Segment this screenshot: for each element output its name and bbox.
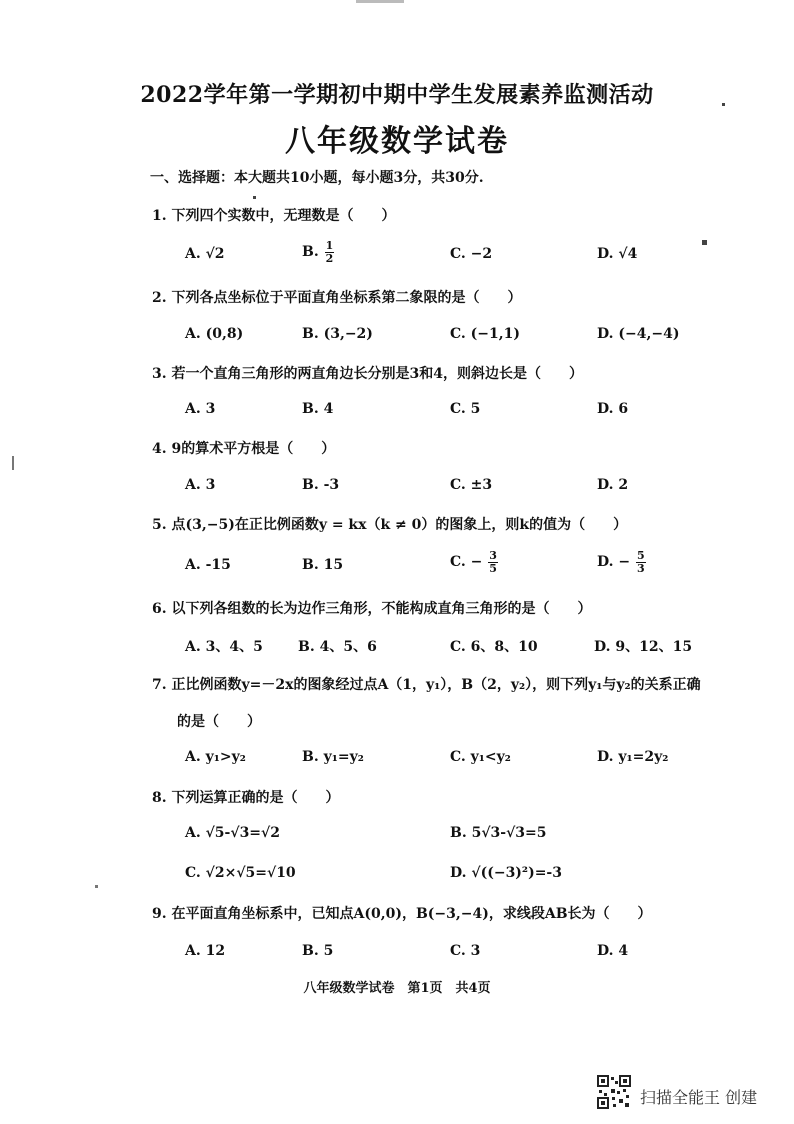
q5-option-d [597,550,647,574]
q2-option-c: C. (−1,1) [450,326,520,342]
q2-option-b: B. (3,−2) [302,326,373,342]
q4-option-c: C. ±3 [450,477,493,493]
scan-artifact [253,196,256,199]
qr-code-icon [597,1075,631,1109]
scan-artifact [12,456,14,470]
q4-option-d: D. 2 [597,477,629,493]
q7-option-d: D. y₁=2y₂ [597,749,669,765]
scan-artifact [356,0,404,3]
fraction-numerator: 1 [325,239,334,252]
scan-artifact [722,103,725,106]
q1-option-b-label: B. [302,244,319,261]
q7-option-c: C. y₁<y₂ [450,749,511,765]
scan-artifact [702,240,707,245]
q1-option-b-fraction [325,240,335,264]
q8-option-a: A. √5-√3=√2 [185,825,280,841]
q6-option-d: D. 9、12、15 [594,639,693,655]
fraction-numerator: 3 [489,549,497,562]
fraction-denominator: 5 [489,561,497,575]
q4-option-b: B. -3 [302,477,340,493]
q9-option-c: C. 3 [450,943,481,959]
q2-option-d: D. (−4,−4) [597,326,680,342]
exam-title: 八年级数学试卷 [285,124,509,159]
question-7: 7. 正比例函数y=－2x的图象经过点A（1，y₁），B（2，y₂），则下列y₁与y₂的关系正确 [152,677,701,693]
q8-option-c: C. √2×√5=√10 [185,865,296,881]
question-3: 3. 若一个直角三角形的两直角边长分别是3和4，则斜边长是（ ） [152,366,583,382]
scan-artifact [95,885,98,888]
question-5: 5. 点(3,−5)在正比例函数y = kx（k ≠ 0）的图象上，则k的值为（ ） [152,517,628,533]
question-4: 4. 9的算术平方根是（ ） [152,441,336,457]
exam-subtitle: 2022学年第一学期初中期中学生发展素养监测活动 [140,82,654,108]
q1-option-a: A. √2 [185,246,225,262]
q5-option-c-fraction [488,550,498,574]
q7-option-b: B. y₁=y₂ [302,749,364,765]
fraction-denominator: 2 [325,251,334,265]
q6-option-c: C. 6、8、10 [450,639,538,655]
question-7-continued: 的是（ ） [177,714,261,730]
section-heading: 一、选择题：本大题共10小题，每小题3分，共30分. [150,170,484,186]
q6-option-b: B. 4、5、6 [298,639,377,655]
q1-option-c: C. −2 [450,246,493,262]
q9-option-b: B. 5 [302,943,334,959]
q6-option-a: A. 3、4、5 [185,639,263,655]
q4-option-a: A. 3 [185,477,216,493]
q5-option-d-fraction [636,550,646,574]
q3-option-a: A. 3 [185,401,216,417]
question-2: 2. 下列各点坐标位于平面直角坐标系第二象限的是（ ） [152,290,522,306]
question-6: 6. 以下列各组数的长为边作三角形，不能构成直角三角形的是（ ） [152,601,592,617]
question-1: 1. 下列四个实数中，无理数是（ ） [152,208,396,224]
q5-option-d-label: D. − [597,554,631,571]
scanner-watermark: 扫描全能王 创建 [640,1088,758,1107]
fraction-denominator: 3 [637,561,645,575]
question-9: 9. 在平面直角坐标系中，已知点A(0,0)，B(−3,−4)，求线段AB长为（ ） [152,906,652,922]
q1-option-d: D. √4 [597,246,638,262]
question-8: 8. 下列运算正确的是（ ） [152,790,340,806]
q3-option-d: D. 6 [597,401,629,417]
q9-option-a: A. 12 [185,943,226,959]
q5-option-a: A. -15 [185,557,231,573]
q2-option-a: A. (0,8) [185,326,244,342]
q5-option-b: B. 15 [302,557,344,573]
q9-option-d: D. 4 [597,943,629,959]
page-footer: 八年级数学试卷 第1页 共4页 [303,981,491,996]
q8-option-b: B. 5√3-√3=5 [450,825,547,841]
q7-option-a: A. y₁>y₂ [185,749,246,765]
q8-option-d: D. √((−3)²)=-3 [450,865,562,881]
q5-option-c [450,550,499,574]
q3-option-b: B. 4 [302,401,334,417]
fraction-numerator: 5 [637,549,645,562]
q3-option-c: C. 5 [450,401,481,417]
q5-option-c-label: C. − [450,554,483,571]
q1-option-b [302,240,335,264]
